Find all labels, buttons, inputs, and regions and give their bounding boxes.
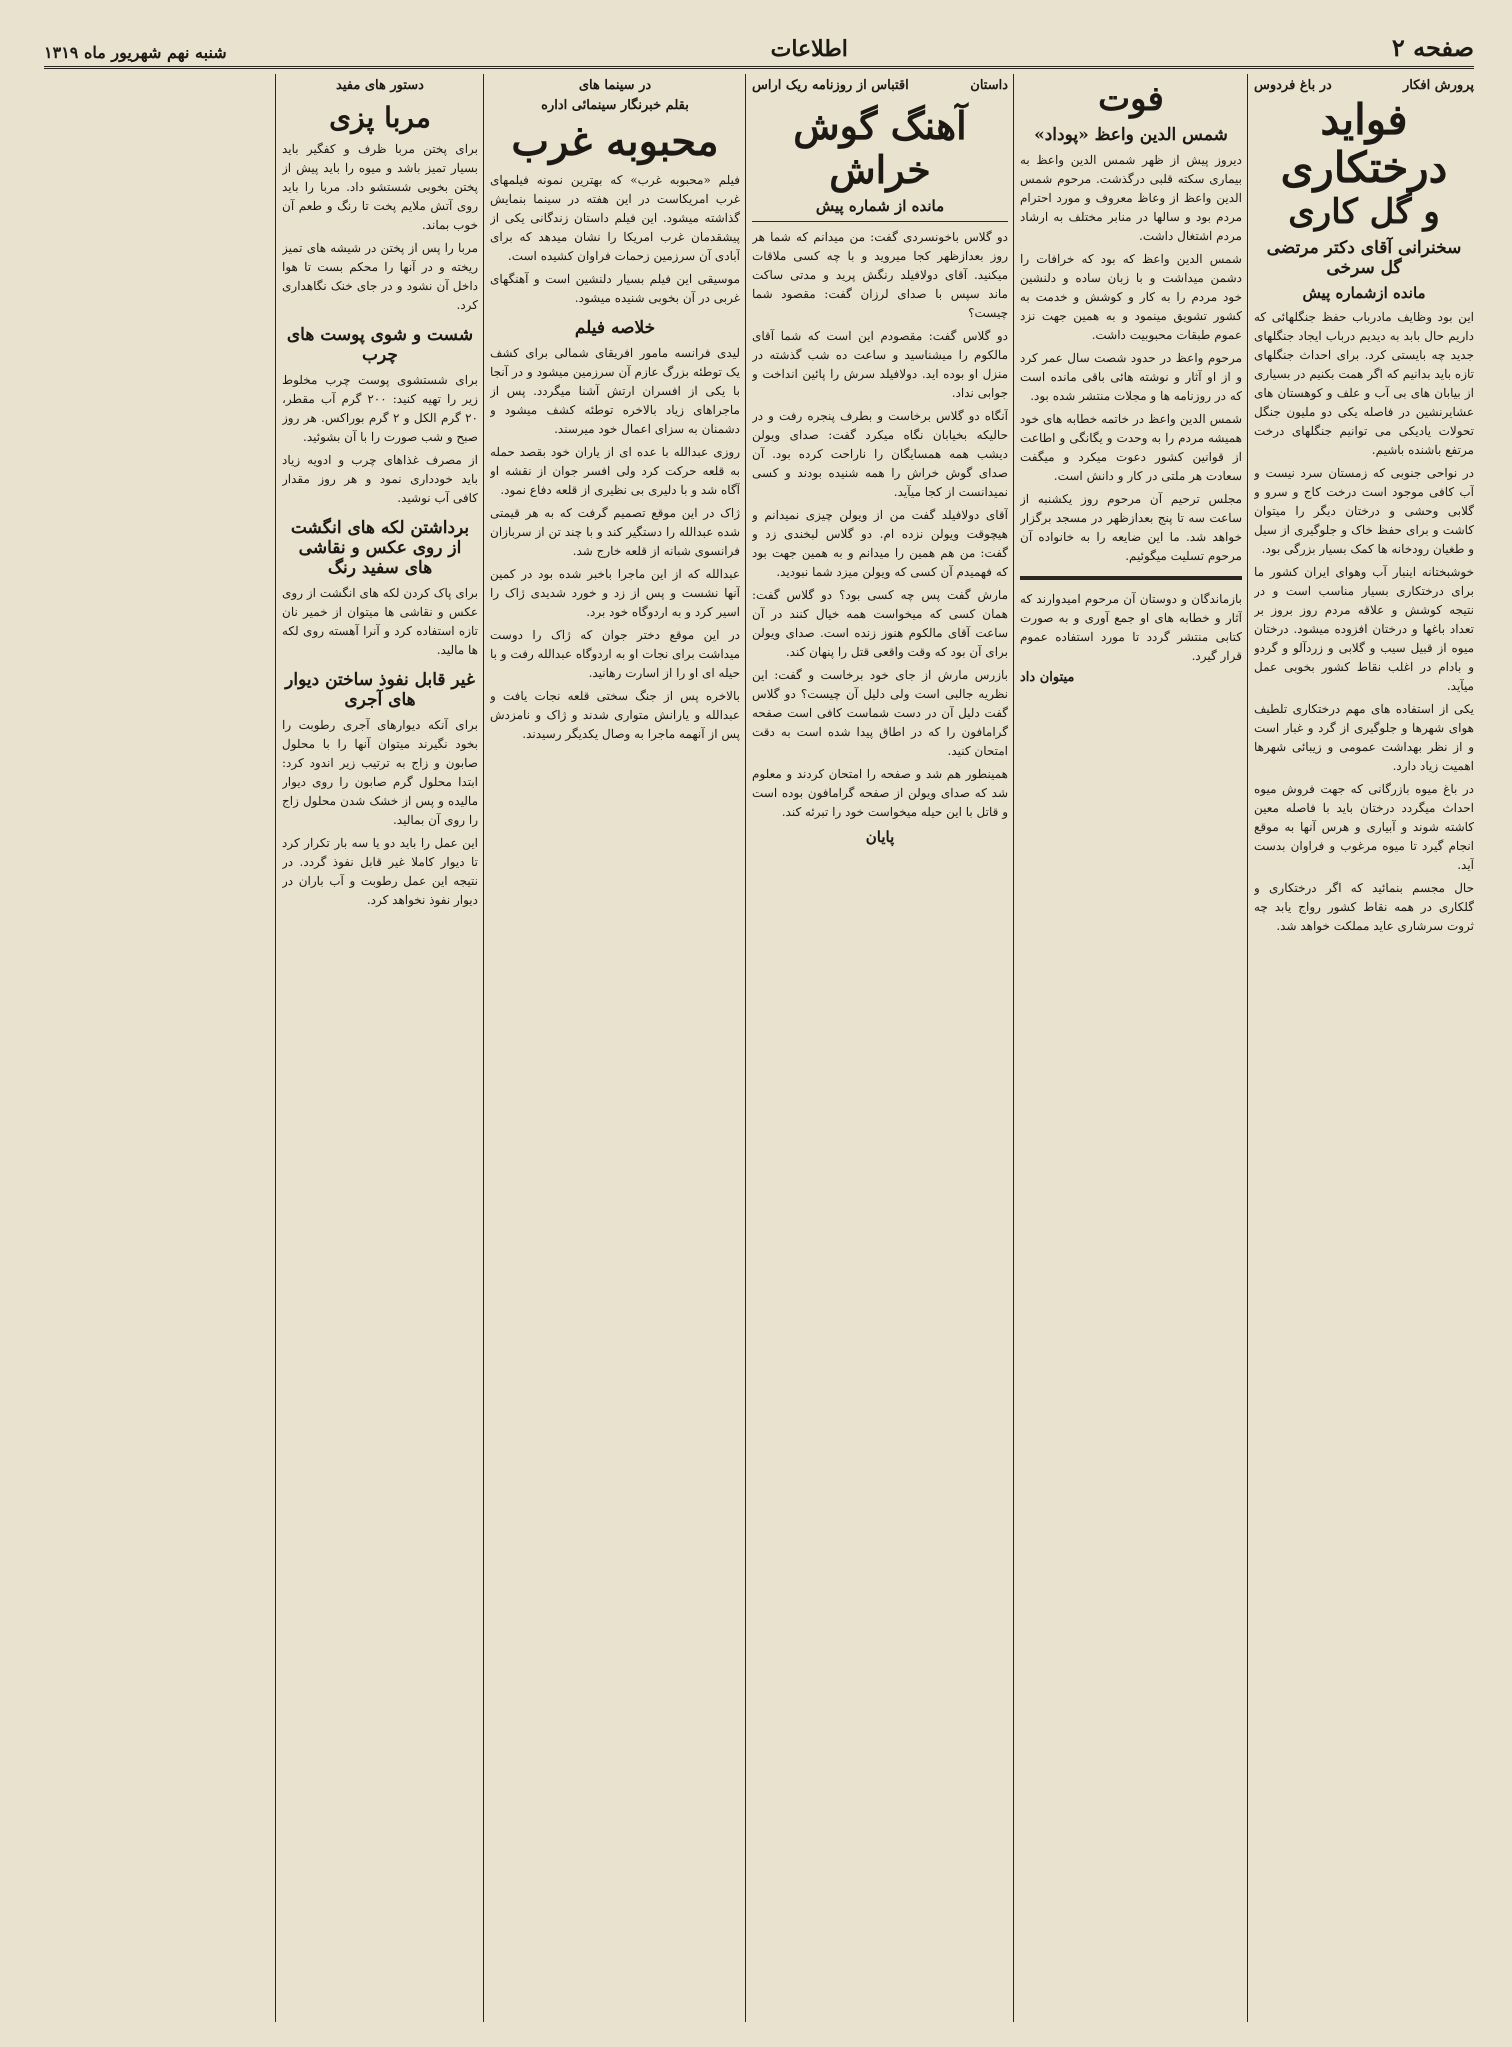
paragraph: روزی عبدالله با عده ای از یاران خود بقصد حمله به قلعه حرکت کرد ولی افسر جوان از نقشه او آگاه شد و با دلیری بی نظیری از قلعه دفاع نمود. — [490, 445, 740, 497]
paragraph: بازماندگان و دوستان آن مرحوم امیدوارند که آثار و خطابه های او جمع آوری و به صورت کتابی منتشر گردد تا مورد استفاده عموم قرار گیرد. — [1020, 592, 1242, 664]
signature: میتوان داد — [1020, 670, 1075, 686]
section-heading: خلاصه فیلم — [574, 318, 656, 338]
divider — [752, 221, 1008, 222]
column-tips — [282, 74, 478, 2022]
tip-title: مربا پزی — [329, 101, 431, 134]
obituary-subtitle: شمس الدین واعظ «پوداد» — [1034, 125, 1228, 146]
section-label-secondary: در باغ فردوس — [1254, 77, 1332, 93]
paragraph: مارش گفت پس چه کسی بود؟ دو گلاس گفت: همان کسی که میخواست همه خیال کنند در آن ساعت آقای مالکوم هنوز زنده است. صدای ویولن برای آن بود که وقت واقعی قتل را پنهان کند. — [752, 588, 1008, 660]
paragraph: حال مجسم بنمائید که اگر درختکاری و گلکاری در همه نقاط کشور رواج یابد چه ثروت سرشاری عاید مملکت خواهد شد. — [1254, 880, 1474, 933]
column-continuation — [44, 74, 270, 2022]
paragraph: دو گلاس باخونسردی گفت: من میدانم که شما هر روز بعدازظهر کجا میروید و با چه کسی ملاقات میکنید. آقای دولافیلد رنگش پرید و مدتی ساکت ماند سپس با صدای لرزان گفت: مقصود شما چیست؟ — [752, 230, 1008, 321]
paragraph: برای شستشوی پوست چرب مخلوط زیر را تهیه کنید: ۲۰۰ گرم آب مقطر، ۲۰ گرم الکل و ۲ گرم بوراکس. هر روز صبح و شب صورت را با آن بشوئید. — [282, 373, 478, 445]
column-obituary — [1020, 74, 1242, 2022]
paragraph: همینطور هم شد و صفحه را امتحان کردند و معلوم شد که صدای ویولن از صفحه گرامافون بوده است و قاتل با این حیله میخواست خود را تبرئه کند. — [752, 767, 1008, 820]
story-title: آهنگ گوش خراش — [793, 103, 967, 192]
column-gardening — [1254, 74, 1474, 2022]
obituary-title: فوت — [1098, 79, 1164, 119]
tip-title: برداشتن لکه های انگشت از روی عکس و نقاشی های سفید رنگ — [290, 518, 470, 579]
paragraph: این عمل را باید دو یا سه بار تکرار کرد تا دیوار کاملا غیر قابل نفوذ گردد. در نتیجه این عمل رطوبت و آب باران در دیوار نفوذ نخواهد کرد. — [282, 836, 478, 908]
column-cinema — [490, 74, 740, 2022]
paragraph: دیروز پیش از ظهر شمس الدین واعظ به بیماری سکته قلبی درگذشت. مرحوم شمس الدین واعظ از وعاظ معروف و مورد احترام مردم بود و سالها در منابر مختلف به ارشاد مردم اشتغال داشت. — [1020, 153, 1242, 244]
paragraph: مربا را پس از پختن در شیشه های تمیز ریخته و در آنها را محکم بست تا هوا داخل آن نشود و در جای خنک نگاهداری کرد. — [282, 241, 478, 313]
article-title: فواید درختکاری — [1280, 95, 1448, 193]
tip-title: شست و شوی پوست های چرب — [286, 325, 474, 366]
section-label-secondary: اقتباس از روزنامه ریک اراس — [752, 77, 909, 93]
paragraph: خوشبختانه اینبار آب وهوای ایران کشور ما برای درختکاری بسیار مناسب است و در نتیجه کوشش و علاقه مردم روز بروز بر تعداد باغها و درختان افزوده میشود. درختان میوه از قبیل سیب و گلابی و زردآلو و گردو و بادام در اغلب نقاط کشور بخوبی عمل میآید. — [1254, 564, 1474, 693]
paragraph: دو گلاس گفت: مقصودم این است که شما آقای مالکوم را میشناسید و ساعت ده شب گذشته در منزل او بوده اید. دولافیلد سرش را پائین انداخت و جوابی نداد. — [752, 329, 1008, 401]
column-story — [752, 74, 1008, 2022]
article-title-line2: و گل کاری — [1288, 191, 1440, 232]
paragraph: آنگاه دو گلاس برخاست و بطرف پنجره رفت و در حالیکه بخیابان نگاه میکرد گفت: صدای ویولن دیشب همه همسایگان را ناراحت کرده بود. آن صدای گوش خراش را همه شنیده بودند و کسی نمیدانست از کجا میآید. — [752, 409, 1008, 500]
paragraph: لیدی فرانسه مامور افریقای شمالی برای کشف یک توطئه بزرگ عازم آن سرزمین میشود و در آنجا با یکی از افسران ارتش آشنا میگردد. پس از ماجراهای زیاد بالاخره توطئه کشف میشود و دشمنان به سزای اعمال خود میرسند. — [490, 346, 740, 436]
paragraph: برای پختن مربا ظرف و کفگیر باید بسیار تمیز باشد و میوه را باید پیش از پختن بخوبی شستشو داد. مربا را باید روی آتش ملایم پخت تا رنگ و طعم آن خوب بماند. — [282, 142, 478, 233]
paragraph: بالاخره پس از جنگ سختی قلعه نجات یافت و عبدالله و یارانش متواری شدند و ژاک و نامزدش پس از آنهمه ماجرا به وصال یکدیگر رسیدند. — [490, 689, 740, 741]
page-number: صفحه ۲ — [1391, 33, 1474, 62]
byline: بقلم خبرنگار سینمائی اداره — [541, 98, 689, 113]
paragraph: شمس الدین واعظ که بود که خرافات را دشمن میداشت و با زبان ساده و دلنشین خود مردم را به کار و کوشش و خدمت به کشور تشویق مینمود و به همین جهت نزد عموم طبقات محبوبیت داشت. — [1020, 252, 1242, 343]
paragraph: موسیقی این فیلم بسیار دلنشین است و آهنگهای غربی در آن بخوبی شنیده میشود. — [490, 272, 740, 305]
paragraph: مرحوم واعظ در حدود شصت سال عمر کرد و از او آثار و نوشته هائی باقی مانده است که در روزنامه ها و مجلات منتشر شده بود. — [1020, 351, 1242, 404]
continued-note: مانده از شماره پیش — [815, 197, 945, 216]
paragraph: ژاک در این موقع تصمیم گرفت که به هر قیمتی شده عبدالله را دستگیر کند و با چند تن از سربازان فرانسوی شبانه از قلعه خارج شد. — [490, 506, 740, 558]
page-header — [44, 22, 1474, 69]
continued-note: مانده ازشماره پیش — [1302, 283, 1426, 302]
section-label: در سینما های — [578, 77, 652, 93]
story-end: پایان — [865, 828, 895, 847]
issue-date: شنبه نهم شهریور ماه ۱۳۱۹ — [44, 43, 227, 62]
columns — [44, 74, 1474, 2022]
section-label: پرورش افکار — [1403, 77, 1474, 93]
paragraph: در باغ میوه بازرگانی که جهت فروش میوه احداث میگردد درختان باید با فاصله معین کاشته شوند و آبیاری و هرس آنها به موقع انجام گیرد تا میوه مرغوب و فراوان بدست آید. — [1254, 781, 1474, 872]
paragraph: در نواحی جنوبی که زمستان سرد نیست و آب کافی موجود است درخت کاج و سرو و گلابی وحشی و درختان دیگر را میتوان کاشت و برای حفظ خاک و جلوگیری از سیل و طغیان رودخانه ها کمک بسیار بزرگی بود. — [1254, 465, 1474, 556]
paragraph: برای پاک کردن لکه های انگشت از روی عکس و نقاشی ها میتوان از خمیر نان تازه استفاده کرد و آنرا آهسته روی لکه ها مالید. — [282, 586, 478, 658]
paragraph: این بود وظایف مادرباب حفظ جنگلهائی که داریم حال بابد به دیدیم درباب ایجاد جنگلهای جدید چه بایستی کرد. برای احداث جنگلهای تازه باید بدانیم که اگر همت بکنیم در بسیاری از بیابان های بی آب و علف و کوهستان های عشایرنشین در فاصله یکی دو ملیون جنگل تحولات یادیکی می توانیم جنگلهای درخت مرتفع باشنده باشیم. — [1254, 309, 1474, 457]
paragraph: بازرس مارش از جای خود برخاست و گفت: این نظریه جالبی است ولی دلیل آن چیست؟ دو گلاس گفت دلیل آن در دست شماست کافی است صفحه گرامافون را که در اطاق پیدا شده است به دقت امتحان کنید. — [752, 668, 1008, 759]
section-label: دستور های مفید — [336, 77, 424, 93]
paragraph: شمس الدین واعظ در خاتمه خطابه های خود همیشه مردم را به وحدت و یگانگی و اطاعت از قوانین کشور دعوت میکرد و میگفت سعادت هر ملتی در کار و دانش است. — [1020, 412, 1242, 484]
newspaper-page — [44, 22, 1474, 2022]
tip-title: غیر قابل نفوذ ساختن دیوار های آجری — [285, 670, 475, 711]
article-subtitle: سخنرانی آقای دکتر مرتضی گل سرخی — [1266, 237, 1462, 278]
paragraph: فیلم «محبوبه غرب» که بهترین نمونه فیلمهای غرب امریکاست در این هفته در سینما بنمایش گذاشته میشود. این فیلم داستان زندگانی یکی از پیشقدمان غرب امریکا را نشان میدهد که برای آبادی آن سرزمین زحمات فراوان کشیده است. — [490, 173, 740, 263]
paragraph: یکی از استفاده های مهم درختکاری تلطیف هوای شهرها و جلوگیری از گرد و غبار است و از نظر بهداشت عمومی و زیبائی شهرها اهمیت زیاد دارد. — [1254, 701, 1474, 773]
section-divider — [1020, 576, 1242, 580]
newspaper-name: اطلاعات — [770, 36, 848, 62]
paragraph: مجلس ترحیم آن مرحوم روز یکشنبه از ساعت سه تا پنج بعدازظهر در مسجد برگزار خواهد شد. ما این ضایعه را به خانواده آن مرحوم تسلیت میگوئیم. — [1020, 492, 1242, 564]
paragraph: عبدالله که از این ماجرا باخبر شده بود در کمین آنها نشست و پس از زد و خورد شدیدی ژاک را اسیر کرد و به اردوگاه خود برد. — [490, 567, 740, 619]
film-title: محبوبه غرب — [511, 118, 719, 165]
paragraph: در این موقع دختر جوان که ژاک را دوست میداشت برای نجات او به اردوگاه عبدالله رفت و با حیله ای او را از اسارت رهانید. — [490, 628, 740, 680]
paragraph: برای آنکه دیوارهای آجری رطوبت را بخود نگیرند میتوان آنها را با محلول صابون و زاج به ترتیب زیر اندود کرد: ابتدا محلول گرم صابون را روی دیوار مالیده و پس از خشک شدن محلول زاج را روی آن بمالید. — [282, 718, 478, 828]
paragraph: از مصرف غذاهای چرب و ادویه زیاد باید خودداری نمود و هر روز مقدار کافی آب نوشید. — [282, 453, 478, 506]
paragraph: آقای دولافیلد گفت من از ویولن چیزی نمیدانم و هیچوقت ویولن نزده ام. دو گلاس لبخندی زد و گفت: من هم همین را میدانم و به همین جهت بود که فهمیدم آن کسی که ویولن میزد شما نبودید. — [752, 508, 1008, 580]
section-label: داستان — [970, 77, 1008, 93]
